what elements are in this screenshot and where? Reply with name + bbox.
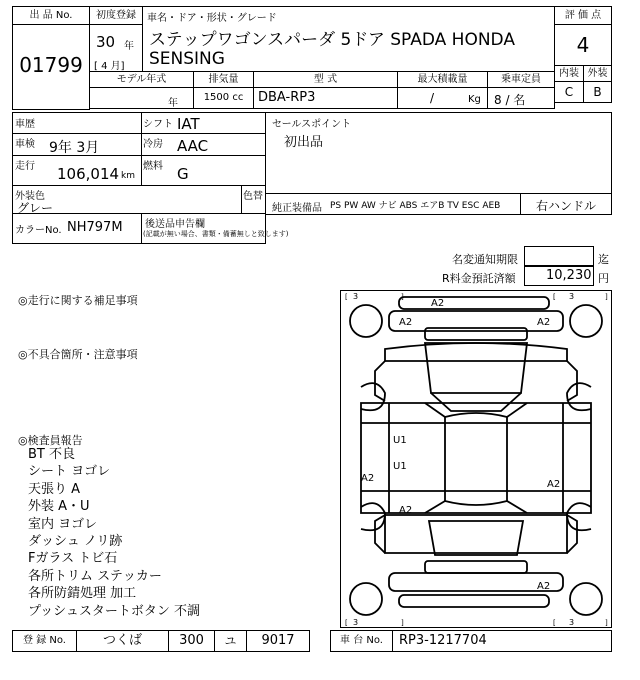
svg-text:[: [ [553, 619, 556, 627]
equipment-label: 純正装備品 [272, 203, 322, 214]
color-change-label: 色替 [243, 191, 263, 202]
vehicle-name-line2: SENSING [149, 49, 225, 69]
max-load-unit: Kg [468, 94, 481, 105]
inspector-item: 外装 A・U [28, 499, 90, 515]
corner-count-bl: 3 [353, 618, 359, 627]
inspector-item: 天張り A [28, 481, 81, 497]
aftermarket-note: (記載が無い場合、書類・備蓄無しと致します) [143, 230, 289, 238]
ac-value: AAC [177, 137, 209, 155]
exterior-grade: B [593, 85, 602, 99]
mileage-unit: km [121, 171, 135, 181]
chassis-number: RP3-1217704 [399, 633, 487, 648]
fuel-label: 燃料 [143, 161, 163, 172]
damage-mark: A2 [399, 505, 413, 516]
recycle-unit: 円 [598, 272, 609, 285]
registration-class: 300 [169, 631, 215, 651]
svg-text:]: ] [605, 293, 608, 301]
registration-label: 登 録 No. [13, 631, 77, 651]
lot-number-box [12, 6, 90, 110]
interior-label: 内装 [555, 66, 583, 82]
corner-count-br: 3 [569, 618, 575, 627]
damage-mark: A2 [361, 473, 375, 484]
inspector-item: プッシュスタートボタン 不調 [28, 603, 200, 619]
svg-text:]: ] [605, 619, 608, 627]
info-grid [12, 112, 289, 244]
damage-mark: A2 [537, 581, 551, 592]
lot-number: 01799 [19, 53, 83, 77]
steering-value: 右ハンドル [536, 199, 597, 213]
max-load-label: 最大積載量 [398, 72, 488, 88]
registration-kana: ユ [215, 631, 247, 651]
damage-mark: A2 [547, 479, 561, 490]
interior-grade-box [554, 65, 584, 103]
exterior-grade-box [583, 65, 612, 103]
first-registration-year: 30 [96, 33, 116, 51]
defects-label: ◎不具合箇所・注意事項 [18, 348, 138, 361]
inspector-item: 室内 ヨゴレ [28, 516, 98, 532]
aftermarket-label: 後送品申告欄 [145, 219, 205, 230]
driving-notes-label: ◎走行に関する補足事項 [18, 294, 138, 307]
model-year-label: モデル年式 [90, 72, 194, 88]
score-box [554, 6, 612, 66]
interior-grade: C [564, 85, 574, 99]
damage-mark: A2 [399, 317, 413, 328]
inspection-value: 9年 3月 [49, 140, 100, 156]
exterior-color-value: グレー [17, 201, 54, 215]
displacement: 1500 cc [194, 88, 254, 108]
equipment-value: PS PW AW ナビ ABS エアB TV ESC AEB [330, 201, 501, 211]
inspector-item: シート ヨゴレ [28, 464, 111, 480]
vehicle-name-line1: ステップワゴンスパーダ 5ドア SPADA HONDA [149, 30, 515, 50]
vehicle-name-label: 車名・ドア・形状・グレード [147, 13, 277, 24]
mileage-label: 走行 [15, 161, 35, 172]
mileage-value: 106,014 [57, 165, 120, 183]
first-registration-label: 初度登録 [90, 7, 142, 25]
max-load: / [430, 91, 435, 105]
expiry-value-box [524, 246, 594, 266]
model-year-cell [90, 88, 194, 108]
expiry-label: 名変通知期限 [452, 253, 518, 266]
sales-point-box [265, 112, 612, 194]
svg-text:]: ] [401, 619, 404, 627]
damage-mark: A2 [537, 317, 551, 328]
sales-point-label: セールスポイント [272, 119, 352, 130]
inspector-item: Fガラス トビ石 [28, 551, 118, 567]
car-diagram-svg [341, 291, 611, 627]
corner-count-tr: 3 [569, 292, 575, 301]
history-label: 車歴 [15, 119, 35, 130]
damage-diagram [340, 290, 612, 628]
inspector-report-list [28, 446, 200, 620]
displacement-label: 排気量 [194, 72, 254, 88]
exterior-label: 外装 [584, 66, 611, 82]
shift-label: シフト [143, 119, 173, 130]
spec-row [89, 71, 555, 109]
svg-text:[: [ [345, 619, 348, 627]
score-value: 4 [576, 33, 590, 57]
inspector-report-label: ◎検査員報告 [18, 434, 83, 447]
sales-point-value: 初出品 [284, 135, 324, 150]
color-no-value: NH797M [67, 220, 123, 235]
inspector-item: 各所トリム ステッカー [28, 568, 162, 584]
inspector-item: 各所防錆処理 加工 [28, 586, 137, 602]
color-no-label: カラーNo. [15, 225, 62, 236]
svg-text:[: [ [553, 293, 556, 301]
inspector-item: ダッシュ ノリ跡 [28, 534, 123, 550]
inspector-item: BT 不良 [28, 447, 75, 462]
recycle-amount: 10,230 [546, 268, 592, 283]
exterior-color-label: 外装色 [15, 191, 45, 202]
inspection-label: 車検 [15, 139, 35, 150]
model-type: DBA-RP3 [254, 88, 398, 108]
damage-mark: U1 [393, 461, 407, 472]
first-registration-box [89, 6, 143, 72]
damage-mark: U1 [393, 435, 407, 446]
expiry-unit: 迄 [598, 253, 609, 266]
lot-number-label: 出 品 No. [13, 7, 89, 25]
registration-box [12, 630, 310, 652]
shift-value: IAT [177, 115, 200, 133]
chassis-label: 車 台 No. [331, 631, 393, 651]
chassis-box [330, 630, 612, 652]
registration-number: 9017 [261, 633, 295, 648]
ac-label: 冷房 [143, 139, 163, 150]
capacity: 8 / 名 [494, 93, 526, 107]
fuel-value: G [177, 165, 189, 183]
capacity-label: 乗車定員 [488, 72, 554, 88]
svg-text:[: [ [345, 293, 348, 301]
damage-mark: A2 [431, 298, 445, 309]
first-registration-month: [ 4 月] [94, 61, 125, 72]
score-label: 評 価 点 [555, 7, 611, 25]
vehicle-name-box [142, 6, 555, 72]
year-unit: 年 [124, 41, 134, 52]
svg-text:]: ] [401, 293, 404, 301]
equipment-box [265, 193, 612, 215]
model-year-unit: 年 [168, 98, 178, 109]
registration-area: つくば [77, 631, 169, 651]
recycle-label: R料金預託済額 [442, 272, 516, 285]
corner-count-tl: 3 [353, 292, 359, 301]
model-type-label: 型 式 [254, 72, 398, 88]
